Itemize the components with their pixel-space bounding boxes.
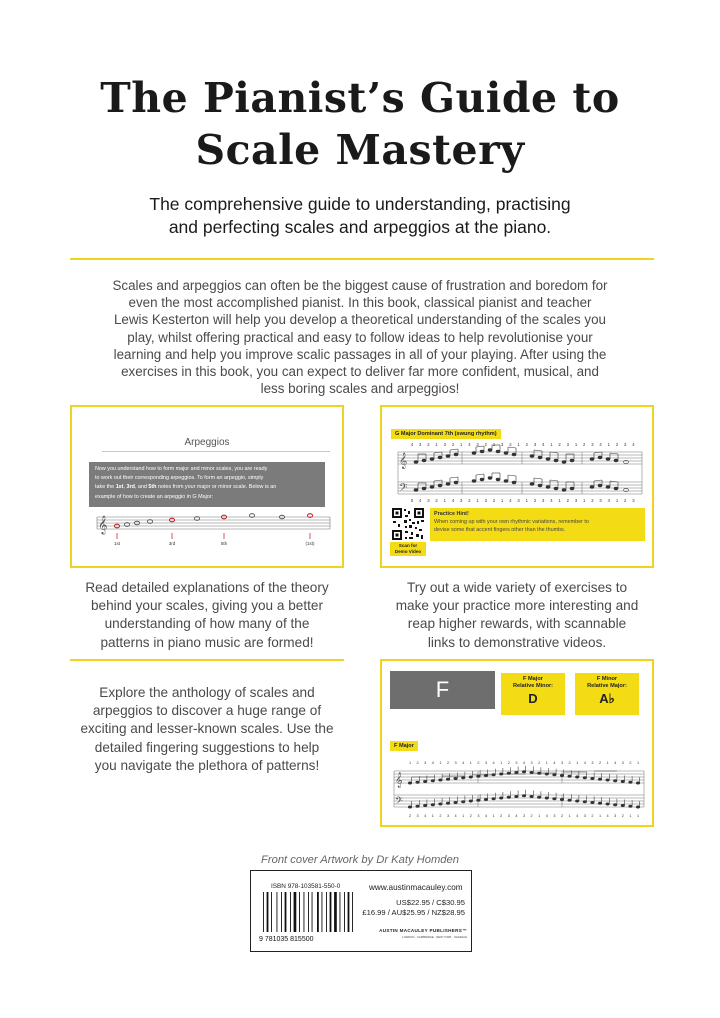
barcode-bar [344, 892, 345, 932]
scale-note [530, 771, 534, 774]
scale-notes [408, 766, 640, 809]
scale-note [408, 782, 412, 785]
top-divider [70, 258, 654, 260]
scale-note [636, 782, 640, 785]
scale-note [454, 777, 458, 780]
fingering-bottom [411, 498, 635, 503]
isbn-barcode-panel [250, 870, 472, 952]
finger-number: 1 [443, 498, 446, 503]
barcode-bar [330, 892, 332, 932]
scale-note [575, 800, 579, 803]
finger-number: 1 [517, 442, 520, 447]
relative-major-label-2: Relative Major: [587, 683, 627, 689]
caption-line: you navigate the plethora of patterns! [94, 757, 320, 773]
finger-number: 3 [583, 814, 586, 818]
finger-number: 2 [469, 814, 472, 818]
practice-hint-title: Practice Hint! [434, 511, 469, 517]
qr-caption-line-2: Demo Video [394, 549, 422, 554]
price-line-1: US$22.95 / C$30.95 [396, 898, 465, 907]
barcode-bar [312, 892, 313, 932]
publisher-url[interactable]: www.austinmacauley.com [369, 883, 463, 892]
info-text: notes from your major or minor scale. Below is an [156, 484, 277, 491]
finger-number: 2 [408, 814, 412, 818]
finger-number: 4 [607, 498, 610, 503]
scale-note [621, 804, 625, 807]
info-line-3 [95, 483, 319, 492]
caption-line: understanding of how many of the [104, 616, 310, 632]
finger-number: 1 [629, 814, 632, 818]
finger-number: 1 [435, 442, 438, 447]
scale-note [446, 778, 450, 781]
finger-number: 3 [507, 814, 510, 818]
scale-note [629, 781, 633, 784]
scale-note [522, 771, 526, 774]
scale-note [454, 801, 458, 804]
subtitle [110, 193, 610, 239]
finger-number: 3 [632, 498, 635, 503]
practice-hint-line-2: devise some that accent fingers other than the thumbs. [434, 527, 566, 533]
scale-sample-box [380, 659, 654, 827]
finger-number: 2 [509, 442, 512, 447]
scale-note [591, 777, 595, 780]
label-3rd: 3rd [168, 541, 176, 546]
finger-number: 2 [416, 761, 419, 765]
arpeggios-underline [102, 451, 330, 452]
scale-note [499, 773, 503, 776]
scale-note [507, 796, 511, 799]
practice-hint-line-1: When coming up with your own rhythmic variations, remember to [434, 519, 589, 525]
finger-number: 2 [629, 761, 632, 765]
finger-number: 2 [598, 761, 602, 765]
finger-number: 1 [476, 498, 479, 503]
finger-number: 3 [624, 442, 627, 447]
caption-line: Explore the anthology of scales and [99, 685, 315, 700]
finger-number: 2 [484, 442, 487, 447]
scale-note [530, 795, 534, 798]
scale-fingering [409, 761, 639, 818]
scale-note [545, 797, 549, 800]
finger-number: 3 [574, 498, 578, 503]
barcode-bar [263, 892, 264, 932]
caption-line: arpeggios to discover a huge range of [92, 703, 322, 719]
finger-number: 1 [636, 761, 640, 765]
scale-grand-staff [386, 755, 650, 823]
finger-number: 2 [533, 498, 537, 503]
barcode-bar [326, 892, 327, 932]
finger-number: 1 [615, 498, 619, 503]
finger-number: 2 [439, 814, 442, 818]
finger-number: 3 [614, 814, 617, 818]
scale-note [439, 779, 443, 782]
finger-number: 1 [636, 814, 640, 818]
scale-note [431, 804, 435, 807]
label-5th: 5th [220, 541, 228, 546]
caption-line: Try out a wide variety of exercises to [406, 580, 628, 595]
finger-number: 1 [460, 442, 463, 447]
barcode-bar [294, 892, 297, 932]
info-text: take the [95, 484, 116, 491]
publisher-name: AUSTIN MACAULEY PUBLISHERS™ [379, 928, 467, 933]
scale-note [553, 798, 557, 801]
finger-number: 3 [566, 442, 569, 447]
scale-note [484, 798, 488, 801]
finger-number: 3 [446, 814, 450, 818]
finger-number: 2 [568, 761, 571, 765]
caption-line: patterns in piano music are formed! [100, 634, 314, 650]
book-title [0, 72, 720, 176]
scale-note [575, 776, 579, 779]
finger-number: 3 [501, 442, 504, 447]
scale-note [416, 781, 420, 784]
barcode-icon [257, 892, 363, 942]
bass-clef-icon: 𝄢 [395, 795, 403, 809]
finger-number: 3 [599, 498, 602, 503]
info-line-1: Now you understand how to form major and minor scales, you are ready [95, 466, 268, 472]
barcode-bar [277, 892, 278, 932]
scale-note [606, 779, 610, 782]
caption-line: links to demonstrative videos. [427, 634, 607, 650]
finger-number: 3 [591, 761, 594, 765]
scale-note [515, 771, 519, 774]
finger-number: 1 [598, 814, 602, 818]
practice-hint-box [430, 508, 645, 541]
finger-number: 4 [410, 442, 414, 447]
finger-number: 2 [591, 498, 594, 503]
exercise-grand-staff [386, 440, 650, 506]
caption-line: detailed fingering suggestions to help [94, 739, 320, 755]
scale-note [469, 800, 473, 803]
finger-number: 3 [476, 442, 479, 447]
info-text: , [123, 484, 127, 491]
finger-number: 3 [522, 814, 526, 818]
finger-number: 2 [591, 814, 594, 818]
info-line-2: to work out their corresponding arpeggios. To form an arpeggio, simply [95, 475, 264, 482]
finger-number: 1 [525, 498, 528, 503]
scale-note [408, 806, 412, 809]
finger-number: 1 [469, 761, 472, 765]
scale-note [477, 775, 481, 778]
finger-number: 3 [484, 761, 488, 765]
scale-note [484, 774, 488, 777]
finger-number: 2 [560, 814, 564, 818]
scale-note [537, 796, 541, 799]
fingering-top [411, 442, 635, 447]
finger-number: 2 [492, 498, 496, 503]
caption-line: make your practice more interesting and [395, 598, 639, 614]
price-line-2: £16.99 / AU$25.95 / NZ$28.95 [362, 908, 465, 917]
caption-line: behind your scales, giving you a better [91, 598, 323, 614]
left-divider [70, 659, 344, 661]
subtitle-line-1: The comprehensive guide to understanding, practising [149, 194, 571, 214]
finger-number: 2 [468, 498, 471, 503]
finger-number: 1 [550, 442, 553, 447]
bass-clef-icon: 𝄢 [399, 481, 408, 496]
finger-number: 2 [435, 498, 438, 503]
info-line-4: example of how to create an arpeggio in G Major: [95, 493, 214, 500]
scale-note [553, 774, 557, 777]
finger-number: 4 [550, 498, 553, 503]
exercise-sample-box [380, 405, 654, 568]
finger-number: 1 [545, 761, 548, 765]
scale-note [499, 797, 503, 800]
qr-caption-line-1: Scan for [398, 543, 418, 548]
barcode-bar [352, 892, 353, 932]
finger-number: 1 [501, 498, 504, 503]
finger-number: 4 [576, 814, 579, 818]
barcode-bar [271, 892, 272, 932]
finger-number: 1 [492, 814, 495, 818]
relative-major-value: A♭ [599, 691, 615, 706]
finger-number: 2 [566, 498, 569, 503]
finger-number: 4 [599, 442, 602, 447]
barcode-bar [281, 892, 282, 932]
scale-note [606, 803, 610, 806]
barcode-bar [348, 892, 350, 932]
finger-number: 1 [574, 442, 578, 447]
scale-note [446, 802, 450, 805]
finger-number: 4 [431, 761, 434, 765]
scale-note [423, 780, 427, 783]
barcode-bar [285, 892, 287, 932]
arpeggios-info-panel [89, 462, 325, 507]
finger-number: 2 [477, 761, 480, 765]
finger-number: 2 [507, 761, 510, 765]
finger-number: 4 [606, 814, 609, 818]
finger-number: 3 [416, 814, 419, 818]
relative-minor-label-2: Relative Minor: [512, 683, 554, 689]
finger-number: 2 [615, 442, 619, 447]
finger-number: 3 [477, 814, 480, 818]
finger-number: 3 [419, 442, 422, 447]
barcode-bar [322, 892, 323, 932]
finger-number: 4 [484, 814, 488, 818]
info-bold-5th: 5th [148, 484, 157, 491]
finger-number: 4 [462, 761, 465, 765]
caption-exercises [368, 579, 666, 652]
scale-note [583, 777, 587, 780]
scale-note [629, 805, 633, 808]
barcode-digits: 9 781035 815500 [259, 936, 314, 942]
scale-note [613, 780, 617, 783]
treble-clef-icon: 𝄞 [399, 452, 408, 468]
scale-note [621, 780, 625, 783]
finger-number: 3 [621, 761, 624, 765]
finger-number: 4 [545, 814, 548, 818]
qr-code-icon[interactable] [391, 507, 425, 541]
finger-number: 3 [530, 761, 533, 765]
finger-number: 4 [492, 761, 495, 765]
scale-note [560, 774, 564, 777]
barcode-bar [340, 892, 341, 932]
scale-note [431, 780, 435, 783]
scale-note [598, 778, 602, 781]
finger-number: 3 [443, 442, 446, 447]
barcode-bar [290, 892, 291, 932]
publisher-locations: LONDON · CAMBRIDGE · NEW YORK · SHARJAH [402, 935, 467, 939]
qr-caption [390, 542, 426, 556]
scale-note [515, 795, 519, 798]
finger-number: 3 [484, 498, 487, 503]
finger-number: 4 [515, 814, 518, 818]
finger-number: 3 [560, 761, 564, 765]
scale-note [477, 799, 481, 802]
finger-number: 1 [462, 814, 465, 818]
scale-note [636, 806, 640, 809]
finger-number: 2 [530, 814, 533, 818]
finger-number: 1 [492, 442, 496, 447]
finger-number: 3 [454, 761, 457, 765]
finger-number: 1 [431, 814, 434, 818]
finger-number: 4 [454, 814, 457, 818]
arpeggios-heading: Arpeggios [184, 437, 230, 448]
finger-number: 2 [583, 442, 586, 447]
scale-label: F Major [390, 741, 418, 751]
finger-number: 4 [553, 761, 556, 765]
finger-number: 4 [632, 442, 635, 447]
scale-note [560, 798, 564, 801]
title-line-1: The Pianist’s Guide to [100, 74, 620, 122]
relative-major-label-1: F Minor [596, 676, 618, 682]
finger-number: 2 [500, 814, 503, 818]
scale-note [469, 776, 473, 779]
treble-clef-icon: 𝄞 [98, 517, 108, 534]
finger-number: 1 [568, 814, 571, 818]
key-tile: F [390, 671, 495, 709]
scale-note [522, 795, 526, 798]
relative-minor-value: D [528, 691, 538, 706]
scale-note [423, 804, 427, 807]
relative-minor-card [501, 673, 565, 715]
scale-note [568, 775, 572, 778]
finger-number: 2 [558, 442, 561, 447]
finger-number: 4 [509, 498, 512, 503]
finger-number: 3 [517, 498, 520, 503]
finger-number: 1 [606, 761, 609, 765]
finger-number: 4 [424, 814, 427, 818]
finger-number: 4 [451, 498, 455, 503]
exercise-label: G Major Dominant 7th (swung rhythm) [391, 429, 501, 439]
finger-number: 2 [451, 442, 455, 447]
barcode-bar [334, 892, 337, 932]
finger-number: 3 [591, 442, 594, 447]
finger-number: 3 [424, 761, 427, 765]
caption-theory [60, 579, 354, 652]
finger-number: 2 [624, 498, 627, 503]
scale-note [598, 802, 602, 805]
info-bold-1st: 1st [115, 484, 124, 491]
scale-note [613, 804, 617, 807]
scale-note [492, 798, 496, 801]
relative-minor-label-1: F Major [523, 676, 543, 682]
barcode-bar [304, 892, 305, 932]
finger-number: 5 [410, 498, 414, 503]
finger-number: 2 [446, 761, 450, 765]
label-1st-octave: (1st) [305, 541, 315, 546]
subtitle-line-2: and perfecting scales and arpeggios at the piano. [168, 217, 552, 237]
caption-line: Read detailed explanations of the theory [85, 580, 329, 595]
finger-number: 2 [538, 761, 541, 765]
barcode-bar [317, 892, 319, 932]
isbn-number: ISBN 978-103581-550-0 [271, 883, 341, 890]
caption-anthology [60, 684, 354, 775]
finger-number: 1 [408, 761, 412, 765]
finger-number: 1 [576, 761, 579, 765]
finger-number: 2 [525, 442, 528, 447]
treble-clef-icon: 𝄞 [395, 772, 403, 787]
price-list [361, 898, 465, 918]
finger-number: 3 [542, 498, 545, 503]
scale-note [439, 803, 443, 806]
finger-number: 4 [583, 761, 586, 765]
barcode-bar [299, 892, 300, 932]
finger-number: 4 [522, 761, 526, 765]
barcode-bar [267, 892, 269, 932]
cover-artwork-credit: Front cover Artwork by Dr Katy Homden [261, 854, 459, 866]
finger-number: 1 [500, 761, 503, 765]
finger-number: 3 [460, 498, 463, 503]
scale-note [461, 777, 465, 780]
finger-number: 2 [427, 442, 430, 447]
scale-note [416, 805, 420, 808]
scale-note [568, 799, 572, 802]
arpeggio-staff [72, 507, 342, 563]
finger-number: 1 [607, 442, 610, 447]
finger-number: 1 [583, 498, 586, 503]
finger-number: 1 [538, 814, 541, 818]
arpeggios-sample-box [70, 405, 344, 568]
intro-paragraph: Scales and arpeggios can often be the biggest cause of frustration and boredom for even the most accomplished pianist. In this book, classical pianist and teacher Lewis Kesterton will help you develop a theoretical understanding of the scales you play, whilst offering practical and easy to follow ideas to help revolutionise your learning and help you improve scalic passages in all of your playing. After using the exercises in this book, you can expect to deliver far more confident, musical, and less boring scales and arpeggios! [112, 278, 608, 397]
title-line-2: Scale Mastery [195, 126, 525, 174]
finger-number: 3 [515, 761, 518, 765]
finger-number: 3 [533, 442, 537, 447]
caption-line: reap higher rewards, with scannable [407, 616, 627, 632]
finger-number: 4 [542, 442, 545, 447]
scale-note [461, 801, 465, 804]
caption-line: exciting and lesser-known scales. Use the [80, 721, 334, 737]
finger-number: 1 [439, 761, 442, 765]
finger-number: 3 [553, 814, 556, 818]
finger-number: 3 [427, 498, 430, 503]
finger-number: 4 [468, 442, 471, 447]
finger-number: 4 [614, 761, 617, 765]
info-bold-3rd: 3rd [126, 484, 135, 491]
relative-major-card [575, 673, 639, 715]
label-1st: 1st [113, 541, 121, 546]
finger-number: 2 [621, 814, 624, 818]
finger-number: 1 [558, 498, 561, 503]
barcode-bar [308, 892, 309, 932]
scale-note [583, 801, 587, 804]
scale-note [591, 801, 595, 804]
info-text: , and [134, 484, 149, 491]
finger-number: 4 [419, 498, 422, 503]
